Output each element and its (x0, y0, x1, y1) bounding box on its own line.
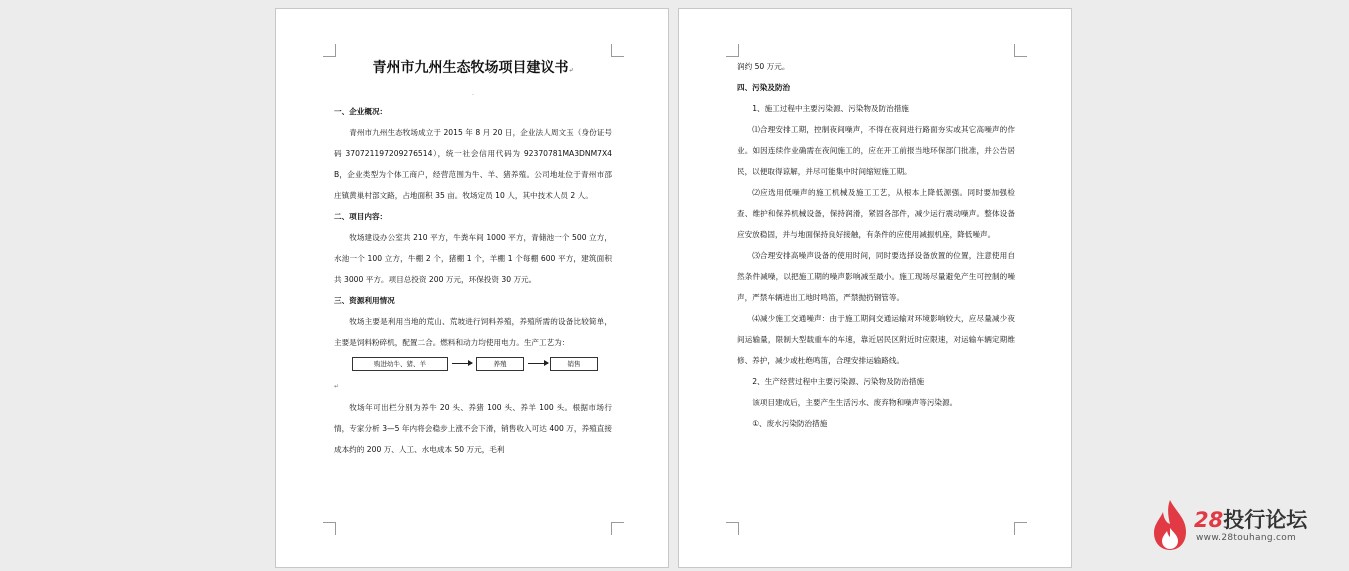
margin-corner-mark (323, 522, 336, 535)
logo-wordmark: 28投行论坛 (1194, 508, 1308, 532)
list-item: ⑶合理安排高噪声设备的使用时间，同时要选择设备放置的位置，注意使用自然条件减噪，以把施工期的噪声影响减至最小。施工现场尽量避免产生可控制的噪声，严禁车辆进出工地时鸣笛，严禁抛扔钢管等。 (737, 251, 1015, 302)
list-item: 2、生产经营过程中主要污染源、污染物及防治措施 (752, 377, 925, 386)
section-heading: 三、资源利用情况 (334, 296, 395, 305)
flow-step-breeding: 养殖 (476, 357, 524, 371)
list-item: 1、施工过程中主要污染源、污染物及防治措施 (752, 104, 909, 113)
margin-corner-mark (1014, 522, 1027, 535)
site-logo (1150, 498, 1330, 558)
paragraph: 润约 50 万元。 (737, 62, 790, 71)
list-item: ⑵应选用低噪声的施工机械及施工工艺，从根本上降低源强。同时要加强检查、维护和保养机械设备，保持润滑，紧固各部件，减少运行震动噪声。整体设备应安放稳固，并与地面保持良好接触，有条件的应使用减振机座，降低噪声。 (737, 188, 1015, 239)
margin-corner-mark (1014, 44, 1027, 57)
paragraph: 牧场主要是利用当地的荒山、荒坡进行饲料养殖，养殖所需的设备比较简单，主要是饲料粉碎机，配置二合。燃料和动力均使用电力。生产工艺为： (334, 317, 612, 347)
logo-url: www.28touhang.com (1196, 533, 1297, 543)
list-item: ①、废水污染防治措施 (752, 419, 828, 428)
margin-corner-mark (726, 522, 739, 535)
document-page-1 (275, 8, 669, 568)
flow-step-sales: 销售 (550, 357, 598, 371)
section-heading: 一、企业概况： (334, 107, 388, 116)
flow-arrow (528, 363, 548, 364)
section-heading: 二、项目内容： (334, 212, 388, 221)
page-2-body (737, 56, 1015, 434)
flow-step-purchase: 购进幼牛、猪、羊 (352, 357, 448, 371)
list-item: ⑴合理安排工期，控制夜间噪声，不得在夜间进行路面夯实或其它高噪声的作业。如因连续作业确需在夜间施工的，应在开工前报当地环保部门批准，并公告居民，以便取得谅解，并尽可能集中时间缩短施工期。 (737, 125, 1015, 176)
section-heading: 四、污染及防治 (737, 83, 791, 92)
margin-corner-mark (611, 44, 624, 57)
margin-corner-mark (611, 522, 624, 535)
document-title: 青州市九州生态牧场项目建议书↵ (372, 60, 574, 76)
flame-icon (1150, 498, 1190, 552)
list-item: 该项目建成后，主要产生生活污水、废弃物和噪声等污染源。 (752, 398, 958, 407)
process-flow-diagram (334, 353, 612, 381)
paragraph: 青州市九州生态牧场成立于 2015 年 8 月 20 日，企业法人周文玉（身份证号码 370721197209276514），统一社会信用代码为 92370781MA3DNM7X4B，企业类型为个体工商户，经营范围为牛、羊、猪养殖。公司地址位于青州市邵庄镇黄巢村部文路，占地面积 35 亩。牧场定员 10 人，其中技术人员 2 人。 (334, 128, 612, 200)
paragraph: 牧场年可出栏分别为养牛 20 头、养猪 100 头、养羊 100 头。根据市场行情，专家分析 3—5 年内将会稳步上涨不会下滑，销售收入可达 400 万，养殖直接成本约的 200 万、人工、水电成本 50 万元，毛利 (334, 403, 612, 454)
document-page-2 (678, 8, 1072, 568)
list-item: ⑷减少施工交通噪声：由于施工期间交通运输对环境影响较大，应尽量减少夜间运输量，限制大型载重车的车速，靠近居民区附近时应限速，对运输车辆定期维修、养护，减少或杜绝鸣笛，合理安排运输路线。 (737, 314, 1015, 365)
paragraph: 牧场建设办公室共 210 平方，牛粪车间 1000 平方，青储池一个 500 立方，水池一个 100 立方，牛棚 2 个，猪棚 1 个，羊棚 1 个每棚 600 平方，建筑面积共 3000 平方。项目总投资 200 万元，环保投资 30 万元。 (334, 233, 612, 284)
page-1-body: 青州市九州生态牧场项目建议书↵ . 一、企业概况： 青州市九州生态牧场成立于 2015 年 8 月 20 日，企业法人周文玉（身份证号码 370721197209276514），统一社会信用代码为 92370781MA3DNM7X4B，企业类型为个体工商户，经营范围为牛、羊、猪养殖。公司地址位于青州市邵庄镇黄巢村部文路，占地面积 35 亩。牧场定员 10 人，其中技术人员 2 人。 二、项目内容： 牧场建设办公室共 210 平方，牛粪车间 1000 平方，青储池一个 500 立方，水池一个 100 立方，牛棚 2 个，猪棚 1 个，羊棚 1 个每棚 600 平方，建筑面积共 3000 平方。项目总投资 200 万元，环保投资 30 万元。 三、资源利用情况 牧场主要是利用当地的荒山、荒坡进行饲料养殖，养殖所需的设备比较简单，主要是饲料粉碎机，配置二合。燃料和动力均使用电力。生产工艺为： 购进幼牛、猪、羊 养殖 销售 ↵ 牧场年可出栏分别为养牛 20 头、养猪 100 头、养羊 100 头。根据市场行情，专家分析 3—5 年内将会稳步上涨不会下滑，销售收入可达 400 万，养殖直接成本约的 200 万、人工、水电成本 50 万元，毛利 (334, 56, 612, 460)
flow-arrow (452, 363, 472, 364)
